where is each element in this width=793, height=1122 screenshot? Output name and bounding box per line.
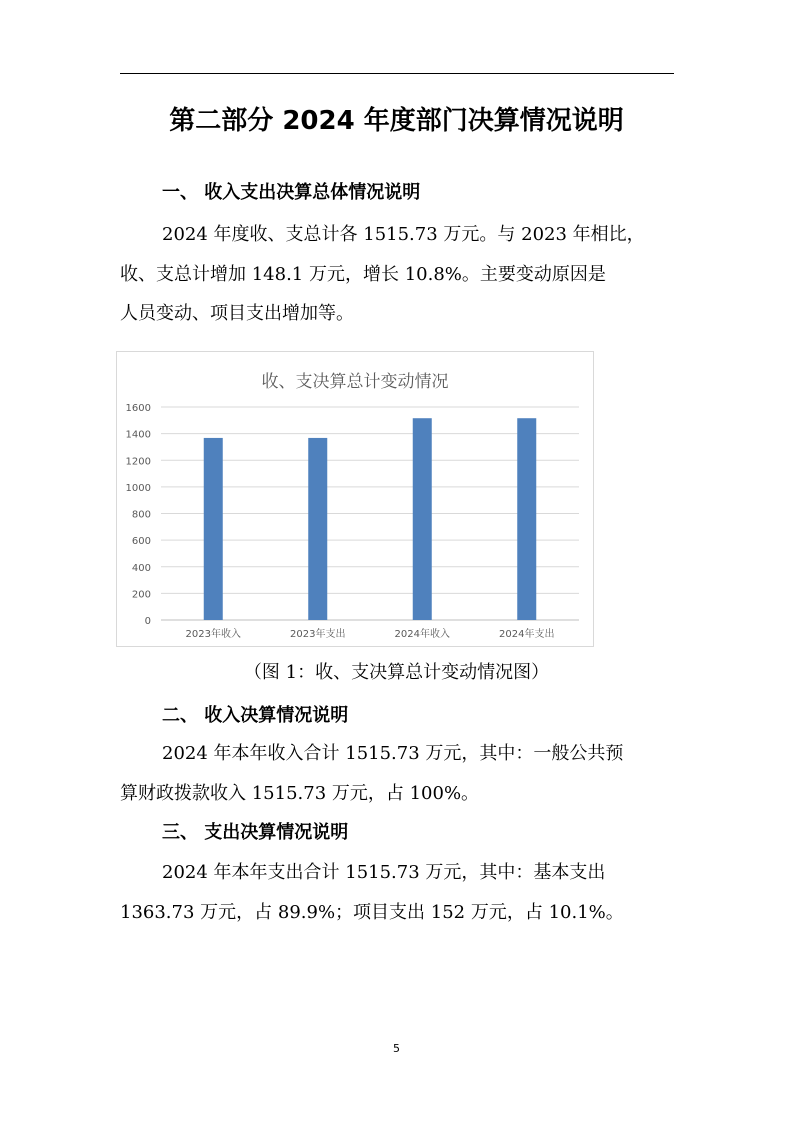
section-heading-income: 二、 收入决算情况说明 <box>162 705 349 726</box>
paragraph-line: 2024 年本年支出合计 1515.73 万元，其中：基本支出 <box>162 862 606 883</box>
x-tick-label: 2023年收入 <box>185 629 241 640</box>
page-number: 5 <box>393 1042 400 1055</box>
paragraph-line: 人员变动、项目支出增加等。 <box>120 303 354 324</box>
x-tick-label: 2024年支出 <box>499 629 555 640</box>
chart-canvas <box>117 352 593 646</box>
bar <box>308 438 327 620</box>
y-tick-label: 600 <box>131 536 151 548</box>
y-tick-label: 1600 <box>125 403 151 414</box>
y-tick-label: 0 <box>144 616 151 627</box>
paragraph-line: 算财政拨款收入 1515.73 万元，占 100%。 <box>120 783 480 804</box>
y-tick-label: 200 <box>131 589 151 601</box>
bar <box>204 438 223 620</box>
bar <box>413 418 432 620</box>
chart-y-axis <box>126 403 151 627</box>
header-rule <box>120 73 674 74</box>
y-tick-label: 1400 <box>125 429 151 441</box>
section-heading-expenditure: 三、 支出决算情况说明 <box>162 822 349 843</box>
figure-caption: （图 1：收、支决算总计变动情况图） <box>243 662 550 683</box>
chart-title: 收、支决算总计变动情况 <box>261 372 449 392</box>
chart-bars <box>204 418 537 620</box>
y-tick-label: 1200 <box>125 456 151 468</box>
bar <box>517 418 536 620</box>
paragraph-line: 收、支总计增加 148.1 万元，增长 10.8%。主要变动原因是 <box>120 264 606 285</box>
bar-chart <box>116 351 594 647</box>
paragraph-line: 2024 年度收、支总计各 1515.73 万元。与 2023 年相比， <box>162 224 645 245</box>
page-title: 第二部分 2024 年度部门决算情况说明 <box>169 106 624 136</box>
x-tick-label: 2024年收入 <box>394 629 450 640</box>
y-tick-label: 800 <box>131 509 151 521</box>
section-heading-overall: 一、 收入支出决算总体情况说明 <box>162 182 421 203</box>
paragraph-line: 2024 年本年收入合计 1515.73 万元，其中：一般公共预 <box>162 743 624 764</box>
chart-gridlines <box>161 407 579 620</box>
paragraph-line: 1363.73 万元，占 89.9%；项目支出 152 万元，占 10.1%。 <box>120 902 624 923</box>
x-tick-label: 2023年支出 <box>290 629 346 640</box>
y-tick-label: 1000 <box>125 482 151 494</box>
chart-x-axis <box>186 627 555 640</box>
y-tick-label: 400 <box>131 562 151 574</box>
